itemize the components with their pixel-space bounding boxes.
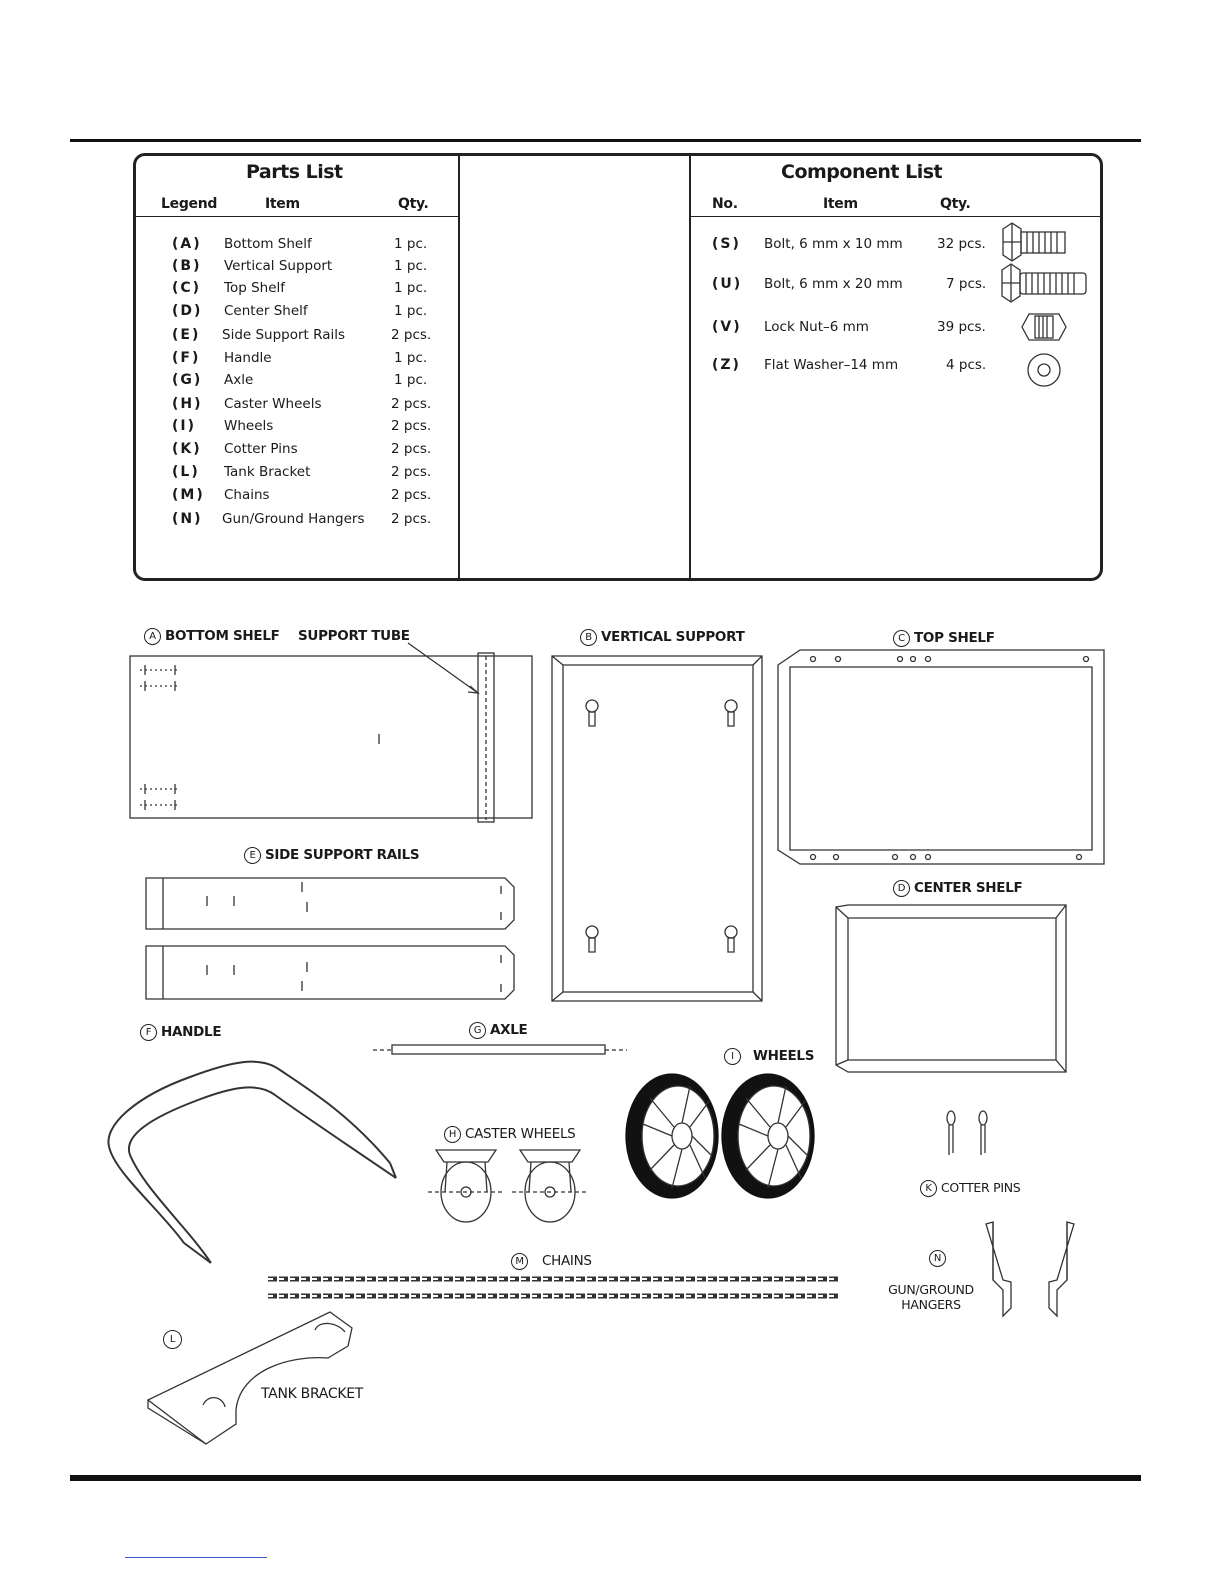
legend-header: Legend xyxy=(161,196,218,212)
item-header: Item xyxy=(265,196,300,212)
component-code: (S) xyxy=(712,236,741,252)
part-code: (A) xyxy=(172,236,202,252)
cotter-pins-label: K COTTER PINS xyxy=(920,1180,1020,1197)
component-list-title: Component List xyxy=(781,161,943,183)
short-bolt-icon xyxy=(1003,223,1065,261)
axle-label: G AXLE xyxy=(469,1022,527,1039)
part-item: Side Support Rails xyxy=(222,327,346,343)
component-qty: 39 pcs. xyxy=(937,319,986,335)
legend-letter-badge: G xyxy=(469,1022,486,1039)
long-bolt-icon xyxy=(1002,264,1086,302)
part-item: Caster Wheels xyxy=(224,396,322,412)
part-code: (K) xyxy=(172,441,202,457)
part-item: Gun/Ground Hangers xyxy=(222,511,365,527)
handle-drawing xyxy=(108,1062,396,1263)
legend-letter-badge: D xyxy=(893,880,910,897)
component-qty: 4 pcs. xyxy=(946,357,987,373)
center-shelf-label: D CENTER SHELF xyxy=(893,880,1022,897)
caster-wheels-label: H CASTER WHEELS xyxy=(444,1126,575,1143)
part-code: (L) xyxy=(172,464,200,480)
part-qty: 2 pcs. xyxy=(391,327,432,343)
component-qty: 32 pcs. xyxy=(937,236,986,252)
bottom-shelf-label: A BOTTOM SHELF xyxy=(144,628,280,645)
part-item: Vertical Support xyxy=(224,258,333,274)
part-item: Chains xyxy=(224,487,270,503)
part-item: Wheels xyxy=(224,418,274,434)
component-item: Lock Nut–6 mm xyxy=(764,319,869,335)
qty-header: Qty. xyxy=(398,196,429,212)
top-shelf-label: C TOP SHELF xyxy=(893,630,995,647)
part-qty: 2 pcs. xyxy=(391,441,432,457)
bottom-rule xyxy=(70,1475,1141,1481)
legend-letter-badge: I xyxy=(724,1048,741,1065)
part-item: Cotter Pins xyxy=(224,441,298,457)
handle-label: F HANDLE xyxy=(140,1024,221,1041)
tank-bracket-badge-label xyxy=(163,1330,186,1349)
part-code: (I) xyxy=(172,418,197,434)
gun-ground-hangers-badge-label xyxy=(929,1250,950,1267)
legend-letter-badge: N xyxy=(929,1250,946,1267)
component-code: (U) xyxy=(712,276,743,292)
part-code: (F) xyxy=(172,350,201,366)
support-tube-label: SUPPORT TUBE xyxy=(298,628,410,644)
legend-letter-badge: C xyxy=(893,630,910,647)
chains-label: M CHAINS xyxy=(511,1253,592,1270)
legend-letter-badge: F xyxy=(140,1024,157,1041)
component-code: (Z) xyxy=(712,357,741,373)
part-item: Handle xyxy=(224,350,272,366)
part-code: (N) xyxy=(172,511,203,527)
cotter-pin-drawing xyxy=(979,1111,987,1155)
part-qty: 2 pcs. xyxy=(391,396,432,412)
part-qty: 1 pc. xyxy=(394,303,428,319)
cotter-pin-drawing xyxy=(947,1111,955,1155)
gun-ground-hanger-drawing xyxy=(986,1222,1011,1316)
part-qty: 2 pcs. xyxy=(391,487,432,503)
part-qty: 1 pc. xyxy=(394,372,428,388)
part-qty: 1 pc. xyxy=(394,350,428,366)
part-qty: 1 pc. xyxy=(394,236,428,252)
gun-ground-hangers-label: GUN/GROUND HANGERS xyxy=(888,1282,974,1312)
component-qty: 7 pcs. xyxy=(946,276,987,292)
vertical-support-label: B VERTICAL SUPPORT xyxy=(580,629,745,646)
vertical-support-drawing xyxy=(552,656,762,1001)
part-code: (D) xyxy=(172,303,203,319)
legend-letter-badge: H xyxy=(444,1126,461,1143)
parts-list-title: Parts List xyxy=(246,161,343,183)
footer-link-underline[interactable] xyxy=(125,1557,267,1558)
wheels-label: I WHEELS xyxy=(724,1048,814,1065)
part-qty: 2 pcs. xyxy=(391,418,432,434)
gun-ground-hanger-drawing xyxy=(1049,1222,1074,1316)
top-shelf-drawing xyxy=(778,650,1104,864)
flat-washer-icon xyxy=(1028,354,1060,386)
component-item: Bolt, 6 mm x 20 mm xyxy=(764,276,903,292)
wheel-drawing xyxy=(626,1074,718,1198)
caster-wheel-drawing xyxy=(428,1150,505,1222)
component-item: Flat Washer–14 mm xyxy=(764,357,899,373)
part-item: Bottom Shelf xyxy=(224,236,312,252)
wheel-drawing xyxy=(722,1074,814,1198)
legend-letter-badge: A xyxy=(144,628,161,645)
legend-letter-badge: K xyxy=(920,1180,937,1197)
part-code: (H) xyxy=(172,396,203,412)
side-support-rails-label: E SIDE SUPPORT RAILS xyxy=(244,847,419,864)
part-code: (B) xyxy=(172,258,202,274)
caster-wheel-drawing xyxy=(512,1150,589,1222)
component-item: Bolt, 6 mm x 10 mm xyxy=(764,236,903,252)
legend-letter-badge: B xyxy=(580,629,597,646)
part-code: (E) xyxy=(172,327,201,343)
part-code: (C) xyxy=(172,280,202,296)
lock-nut-icon xyxy=(1022,314,1066,340)
bottom-shelf-drawing xyxy=(130,643,532,822)
side-support-rail-drawing xyxy=(146,946,514,999)
legend-letter-badge: L xyxy=(163,1330,182,1349)
qty-header: Qty. xyxy=(940,196,971,212)
part-qty: 1 pc. xyxy=(394,258,428,274)
center-shelf-drawing xyxy=(836,905,1066,1072)
legend-letter-badge: M xyxy=(511,1253,528,1270)
part-item: Tank Bracket xyxy=(224,464,311,480)
item-header: Item xyxy=(823,196,858,212)
part-code: (G) xyxy=(172,372,203,388)
side-support-rail-drawing xyxy=(146,878,514,929)
part-item: Center Shelf xyxy=(224,303,308,319)
part-item: Axle xyxy=(224,372,254,388)
legend-letter-badge: E xyxy=(244,847,261,864)
part-qty: 2 pcs. xyxy=(391,464,432,480)
component-code: (V) xyxy=(712,319,742,335)
part-code: (M) xyxy=(172,487,205,503)
no-header: No. xyxy=(712,196,738,212)
axle-drawing xyxy=(373,1045,627,1054)
part-qty: 2 pcs. xyxy=(391,511,432,527)
part-item: Top Shelf xyxy=(224,280,286,296)
tank-bracket-label: TANK BRACKET xyxy=(261,1386,363,1402)
part-qty: 1 pc. xyxy=(394,280,428,296)
